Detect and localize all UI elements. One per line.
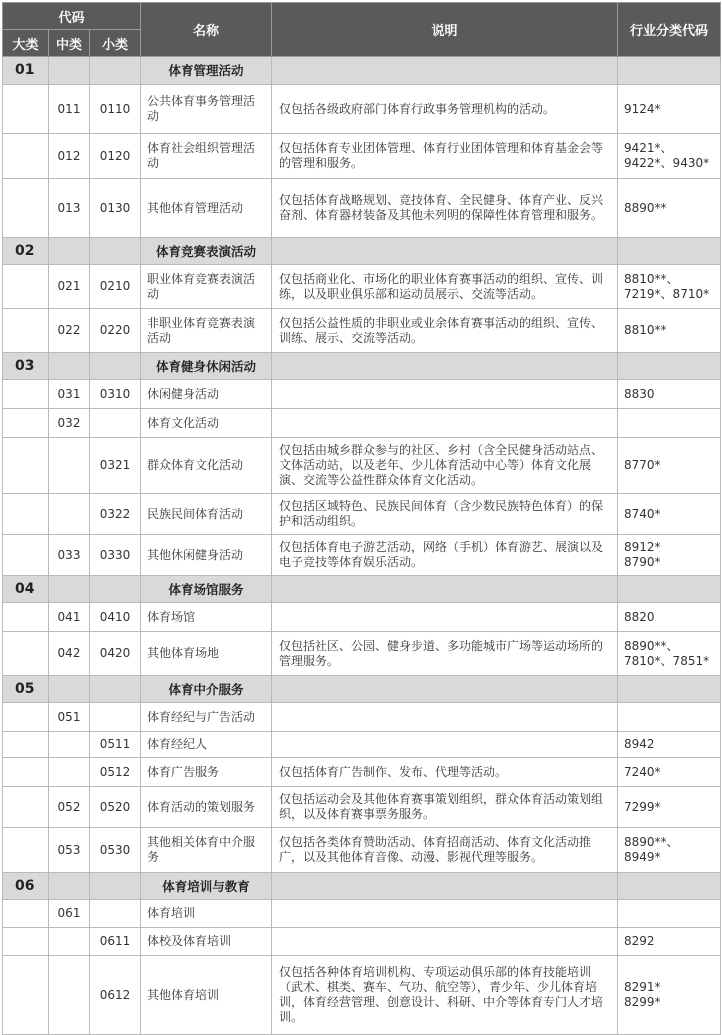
small-code-cell: 0512: [90, 758, 141, 787]
description-cell: 仅包括由城乡群众参与的社区、乡村（含全民健身活动站点、文体活动站，以及老年、少儿体育活动中心等）体育文化展演、交流等公益性群众体育文化活动。: [272, 438, 618, 494]
small-code-cell: 0520: [90, 787, 141, 828]
small-code-cell: 0511: [90, 732, 141, 758]
table-row: [3, 632, 721, 676]
category-mid-empty: [49, 576, 90, 603]
mid-code-cell: 011: [49, 85, 90, 134]
category-row: [3, 576, 721, 603]
big-code-cell: [3, 758, 49, 787]
category-code: 01: [3, 57, 49, 85]
category-small-empty: [90, 57, 141, 85]
big-code-cell: [3, 380, 49, 409]
table-row: [3, 494, 721, 535]
industry-code-cell: 7299*: [618, 787, 721, 828]
small-code-cell: 0210: [90, 265, 141, 309]
category-small-empty: [90, 353, 141, 380]
table-header: [3, 3, 721, 57]
description-cell: [272, 732, 618, 758]
mid-code-cell: 031: [49, 380, 90, 409]
header-name: 名称: [141, 3, 272, 57]
description-cell: 仅包括体育电子游艺活动，网络（手机）体育游艺、展演以及电子竞技等体育娱乐活动。: [272, 535, 618, 576]
description-cell: [272, 703, 618, 732]
table-row: [3, 265, 721, 309]
category-mid-empty: [49, 238, 90, 265]
category-code: 02: [3, 238, 49, 265]
name-cell: 体育活动的策划服务: [141, 787, 272, 828]
description-cell: 仅包括体育专业团体管理、体育行业团体管理和体育基金会等的管理和服务。: [272, 134, 618, 179]
mid-code-cell: [49, 494, 90, 535]
name-cell: 体校及体育培训: [141, 928, 272, 956]
name-cell: 职业体育竞赛表演活动: [141, 265, 272, 309]
industry-code-cell: 8890**: [618, 179, 721, 238]
category-mid-empty: [49, 353, 90, 380]
industry-code-cell: [618, 900, 721, 928]
header-industry-code: 行业分类代码: [618, 3, 721, 57]
big-code-cell: [3, 956, 49, 1035]
header-mid: 中类: [49, 30, 90, 57]
name-cell: 体育场馆: [141, 603, 272, 632]
mid-code-cell: 053: [49, 828, 90, 873]
header-desc: 说明: [272, 3, 618, 57]
industry-code-cell: 8810**、 7219*、8710*: [618, 265, 721, 309]
small-code-cell: 0420: [90, 632, 141, 676]
description-cell: [272, 928, 618, 956]
mid-code-cell: [49, 438, 90, 494]
big-code-cell: [3, 787, 49, 828]
mid-code-cell: 021: [49, 265, 90, 309]
big-code-cell: [3, 265, 49, 309]
category-code: 03: [3, 353, 49, 380]
name-cell: 群众体育文化活动: [141, 438, 272, 494]
header-big: 大类: [3, 30, 49, 57]
big-code-cell: [3, 85, 49, 134]
mid-code-cell: 032: [49, 409, 90, 438]
industry-code-cell: 8810**: [618, 309, 721, 353]
industry-code-cell: 9124*: [618, 85, 721, 134]
small-code-cell: [90, 409, 141, 438]
industry-code-cell: 8942: [618, 732, 721, 758]
category-desc-empty: [272, 873, 618, 900]
category-desc-empty: [272, 57, 618, 85]
table-body: [3, 57, 721, 1035]
small-code-cell: [90, 900, 141, 928]
industry-code-cell: 8740*: [618, 494, 721, 535]
category-code: 06: [3, 873, 49, 900]
small-code-cell: 0120: [90, 134, 141, 179]
small-code-cell: 0410: [90, 603, 141, 632]
description-cell: 仅包括区域特色、民族民间体育（含少数民族特色体育）的保护和活动组织。: [272, 494, 618, 535]
small-code-cell: 0110: [90, 85, 141, 134]
mid-code-cell: 041: [49, 603, 90, 632]
mid-code-cell: [49, 956, 90, 1035]
name-cell: 民族民间体育活动: [141, 494, 272, 535]
big-code-cell: [3, 438, 49, 494]
category-row: [3, 353, 721, 380]
table-row: [3, 732, 721, 758]
small-code-cell: 0611: [90, 928, 141, 956]
table-row: [3, 535, 721, 576]
description-cell: 仅包括体育广告制作、发布、代理等活动。: [272, 758, 618, 787]
table-row: [3, 703, 721, 732]
category-name: 体育中介服务: [141, 676, 272, 703]
table-row: [3, 179, 721, 238]
small-code-cell: 0612: [90, 956, 141, 1035]
name-cell: 休闲健身活动: [141, 380, 272, 409]
category-industry-empty: [618, 676, 721, 703]
name-cell: 其他相关体育中介服务: [141, 828, 272, 873]
big-code-cell: [3, 828, 49, 873]
table-row: [3, 928, 721, 956]
category-desc-empty: [272, 576, 618, 603]
description-cell: [272, 409, 618, 438]
name-cell: 体育社会组织管理活动: [141, 134, 272, 179]
industry-code-cell: [618, 409, 721, 438]
description-cell: [272, 603, 618, 632]
small-code-cell: 0220: [90, 309, 141, 353]
mid-code-cell: [49, 928, 90, 956]
table-row: [3, 409, 721, 438]
table-row: [3, 438, 721, 494]
category-row: [3, 57, 721, 85]
big-code-cell: [3, 134, 49, 179]
small-code-cell: 0130: [90, 179, 141, 238]
industry-code-cell: 7240*: [618, 758, 721, 787]
name-cell: 体育经纪与广告活动: [141, 703, 272, 732]
category-industry-empty: [618, 576, 721, 603]
name-cell: 公共体育事务管理活动: [141, 85, 272, 134]
category-small-empty: [90, 873, 141, 900]
category-mid-empty: [49, 57, 90, 85]
description-cell: 仅包括公益性质的非职业或业余体育赛事活动的组织、宣传、训练、展示、交流等活动。: [272, 309, 618, 353]
category-row: [3, 238, 721, 265]
industry-code-cell: 9421*、 9422*、9430*: [618, 134, 721, 179]
table-row: [3, 758, 721, 787]
big-code-cell: [3, 603, 49, 632]
table-row: [3, 309, 721, 353]
description-cell: 仅包括体育战略规划、竞技体育、全民健身、体育产业、反兴奋剂、体育器材装备及其他未列明的保障性体育管理和服务。: [272, 179, 618, 238]
mid-code-cell: 033: [49, 535, 90, 576]
category-mid-empty: [49, 873, 90, 900]
big-code-cell: [3, 409, 49, 438]
name-cell: 非职业体育竞赛表演活动: [141, 309, 272, 353]
industry-code-cell: 8890**、 8949*: [618, 828, 721, 873]
category-industry-empty: [618, 353, 721, 380]
category-row: [3, 676, 721, 703]
category-name: 体育培训与教育: [141, 873, 272, 900]
industry-code-cell: 8830: [618, 380, 721, 409]
big-code-cell: [3, 732, 49, 758]
small-code-cell: 0530: [90, 828, 141, 873]
header-code: 代码: [3, 3, 141, 30]
mid-code-cell: 012: [49, 134, 90, 179]
category-name: 体育竞赛表演活动: [141, 238, 272, 265]
name-cell: 其他体育场地: [141, 632, 272, 676]
table-row: [3, 380, 721, 409]
big-code-cell: [3, 632, 49, 676]
header-small: 小类: [90, 30, 141, 57]
big-code-cell: [3, 928, 49, 956]
big-code-cell: [3, 900, 49, 928]
sports-industry-classification-table: [2, 2, 721, 1035]
description-cell: 仅包括商业化、市场化的职业体育赛事活动的组织、宣传、训练，以及职业俱乐部和运动员展示、交流等活动。: [272, 265, 618, 309]
industry-code-cell: 8912* 8790*: [618, 535, 721, 576]
category-mid-empty: [49, 676, 90, 703]
mid-code-cell: 061: [49, 900, 90, 928]
industry-code-cell: 8820: [618, 603, 721, 632]
category-code: 04: [3, 576, 49, 603]
mid-code-cell: 042: [49, 632, 90, 676]
industry-code-cell: [618, 703, 721, 732]
description-cell: 仅包括各种体育培训机构、专项运动俱乐部的体育技能培训（武术、棋类、赛车、气功、航空等），青少年、少儿体育培训，体育经营管理、创意设计、科研、中介等体育专门人才培训。: [272, 956, 618, 1035]
name-cell: 其他体育管理活动: [141, 179, 272, 238]
category-name: 体育管理活动: [141, 57, 272, 85]
category-small-empty: [90, 576, 141, 603]
category-industry-empty: [618, 57, 721, 85]
small-code-cell: 0322: [90, 494, 141, 535]
name-cell: 体育经纪人: [141, 732, 272, 758]
mid-code-cell: 013: [49, 179, 90, 238]
mid-code-cell: 052: [49, 787, 90, 828]
small-code-cell: 0321: [90, 438, 141, 494]
table-row: [3, 900, 721, 928]
category-small-empty: [90, 676, 141, 703]
category-name: 体育场馆服务: [141, 576, 272, 603]
description-cell: 仅包括运动会及其他体育赛事策划组织，群众体育活动策划组织，以及体育赛事票务服务。: [272, 787, 618, 828]
table-row: [3, 603, 721, 632]
table-row: [3, 134, 721, 179]
name-cell: 体育文化活动: [141, 409, 272, 438]
big-code-cell: [3, 535, 49, 576]
big-code-cell: [3, 309, 49, 353]
category-desc-empty: [272, 353, 618, 380]
description-cell: 仅包括各类体育赞助活动、体育招商活动、体育文化活动推广，以及其他体育音像、动漫、影视代理等服务。: [272, 828, 618, 873]
mid-code-cell: [49, 732, 90, 758]
name-cell: 体育培训: [141, 900, 272, 928]
name-cell: 其他体育培训: [141, 956, 272, 1035]
description-cell: 仅包括社区、公园、健身步道、多功能城市广场等运动场所的管理服务。: [272, 632, 618, 676]
category-desc-empty: [272, 238, 618, 265]
big-code-cell: [3, 703, 49, 732]
small-code-cell: 0330: [90, 535, 141, 576]
table-row: [3, 956, 721, 1035]
big-code-cell: [3, 179, 49, 238]
small-code-cell: [90, 703, 141, 732]
category-industry-empty: [618, 238, 721, 265]
big-code-cell: [3, 494, 49, 535]
description-cell: [272, 900, 618, 928]
mid-code-cell: [49, 758, 90, 787]
category-row: [3, 873, 721, 900]
name-cell: 体育广告服务: [141, 758, 272, 787]
table-row: [3, 85, 721, 134]
category-desc-empty: [272, 676, 618, 703]
name-cell: 其他休闲健身活动: [141, 535, 272, 576]
category-name: 体育健身休闲活动: [141, 353, 272, 380]
description-cell: [272, 380, 618, 409]
table-row: [3, 828, 721, 873]
industry-code-cell: 8291* 8299*: [618, 956, 721, 1035]
mid-code-cell: 022: [49, 309, 90, 353]
industry-code-cell: 8890**、 7810*、7851*: [618, 632, 721, 676]
category-code: 05: [3, 676, 49, 703]
category-small-empty: [90, 238, 141, 265]
category-industry-empty: [618, 873, 721, 900]
description-cell: 仅包括各级政府部门体育行政事务管理机构的活动。: [272, 85, 618, 134]
mid-code-cell: 051: [49, 703, 90, 732]
industry-code-cell: 8770*: [618, 438, 721, 494]
small-code-cell: 0310: [90, 380, 141, 409]
table-row: [3, 787, 721, 828]
industry-code-cell: 8292: [618, 928, 721, 956]
